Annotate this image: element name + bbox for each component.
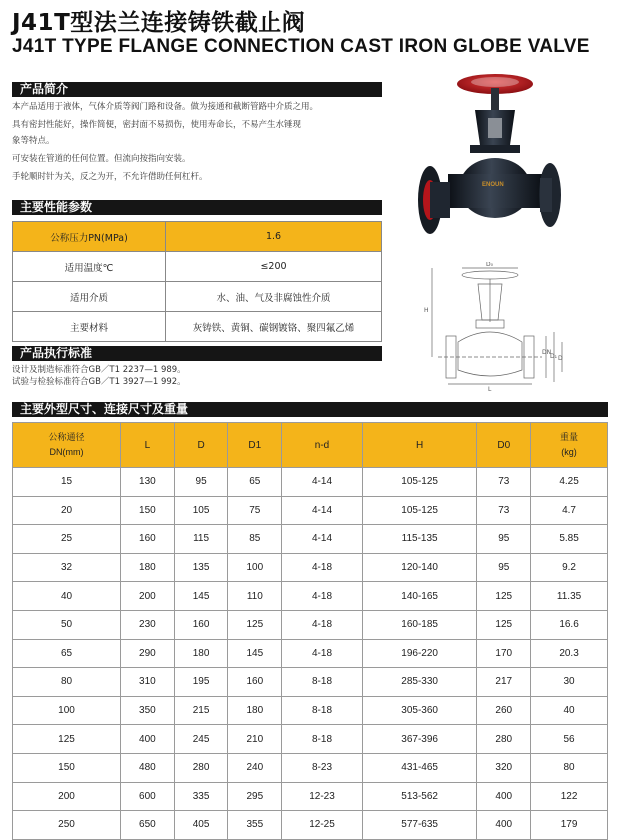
dimensions-cell: 145 — [174, 582, 228, 611]
dimensions-cell: 4-14 — [282, 525, 363, 554]
performance-key: 主要材料 — [13, 312, 166, 342]
standard-line: 设计及制造标准符合GB／T1 2237—1 989。 — [12, 365, 186, 375]
intro-line: 手轮顺时针为关，反之为开，不允许借助任何杠杆。 — [12, 172, 208, 182]
dimensions-cell: 245 — [174, 725, 228, 754]
dimensions-cell: 285-330 — [362, 668, 477, 697]
header-D1: D1 — [228, 423, 282, 468]
dimensions-cell: 170 — [477, 639, 531, 668]
dimensions-cell: 196-220 — [362, 639, 477, 668]
svg-text:ENOUN: ENOUN — [482, 182, 504, 188]
dimensions-cell: 65 — [228, 468, 282, 497]
dimensions-cell: 125 — [477, 610, 531, 639]
dimensions-cell: 180 — [121, 553, 175, 582]
dimensions-cell: 260 — [477, 696, 531, 725]
dimensions-row — [13, 725, 608, 754]
dimensions-cell: 115 — [174, 525, 228, 554]
dimensions-cell: 600 — [121, 782, 175, 811]
dimensions-cell: 367-396 — [362, 725, 477, 754]
dimensions-cell: 4-14 — [282, 468, 363, 497]
dimensions-cell: 320 — [477, 753, 531, 782]
dimensions-cell: 280 — [174, 753, 228, 782]
drawing-label-dn: DN — [542, 349, 552, 356]
dimensions-cell: 9.2 — [531, 553, 608, 582]
performance-value: 1.6 — [166, 222, 382, 252]
dimensions-cell: 50 — [13, 610, 121, 639]
section-title-performance: 主要性能参数 — [20, 200, 93, 214]
header-H: H — [362, 423, 477, 468]
dimensions-cell: 160 — [174, 610, 228, 639]
dimensions-cell: 215 — [174, 696, 228, 725]
dimensions-cell: 160 — [121, 525, 175, 554]
dimensions-cell: 240 — [228, 753, 282, 782]
dimensions-cell: 56 — [531, 725, 608, 754]
dimensions-cell: 4-14 — [282, 496, 363, 525]
header-weight — [531, 423, 608, 468]
header-nd: n-d — [282, 423, 363, 468]
standard-line: 试验与检验标准符合GB／T1 3927—1 992。 — [12, 377, 186, 387]
dimensions-cell: 75 — [228, 496, 282, 525]
dimensions-cell: 577-635 — [362, 811, 477, 840]
dimensions-cell: 4-18 — [282, 553, 363, 582]
dimensions-row — [13, 468, 608, 497]
dimensions-cell: 12-23 — [282, 782, 363, 811]
dimensions-cell: 130 — [121, 468, 175, 497]
dimensions-cell: 40 — [531, 696, 608, 725]
dimensions-cell: 513-562 — [362, 782, 477, 811]
performance-row — [13, 312, 382, 342]
dimensions-cell: 95 — [174, 468, 228, 497]
header-L: L — [121, 423, 175, 468]
intro-line: 可安装在管道的任何位置。但流向按指向安装。 — [12, 154, 191, 164]
header-D: D — [174, 423, 228, 468]
dimensions-row — [13, 668, 608, 697]
standard-text — [12, 364, 186, 388]
dimensions-cell: 200 — [121, 582, 175, 611]
dimensions-row — [13, 496, 608, 525]
dimensions-cell: 400 — [477, 811, 531, 840]
dimensions-cell: 95 — [477, 553, 531, 582]
dimensions-cell: 217 — [477, 668, 531, 697]
dimensions-cell: 431-465 — [362, 753, 477, 782]
dimensions-cell: 15 — [13, 468, 121, 497]
dimensions-cell: 195 — [174, 668, 228, 697]
dimensions-row — [13, 610, 608, 639]
section-title-dimensions: 主要外型尺寸、连接尺寸及重量 — [20, 402, 189, 416]
drawing-label-d1: D₁ — [550, 353, 558, 360]
header-dn-label: 公称通径 — [48, 432, 85, 442]
dimensions-row — [13, 639, 608, 668]
dimensions-cell: 4-18 — [282, 639, 363, 668]
dimensions-cell: 30 — [531, 668, 608, 697]
dimensions-cell: 140-165 — [362, 582, 477, 611]
dimensions-row — [13, 696, 608, 725]
dimensions-cell: 120-140 — [362, 553, 477, 582]
dimensions-cell: 400 — [477, 782, 531, 811]
header-dn — [13, 423, 121, 468]
dimensions-cell: 8-18 — [282, 696, 363, 725]
dimensions-cell: 110 — [228, 582, 282, 611]
dimensions-cell: 230 — [121, 610, 175, 639]
section-bar-intro — [12, 82, 382, 97]
dimensions-cell: 180 — [174, 639, 228, 668]
intro-text — [12, 101, 318, 183]
dimensions-cell: 180 — [228, 696, 282, 725]
drawing-label-h: H — [424, 307, 429, 314]
dimensions-cell: 122 — [531, 782, 608, 811]
dimensions-cell: 405 — [174, 811, 228, 840]
dimensions-cell: 125 — [228, 610, 282, 639]
section-title-intro: 产品简介 — [20, 82, 69, 96]
dimensions-cell: 4.25 — [531, 468, 608, 497]
dimensions-cell: 8-18 — [282, 668, 363, 697]
dimensions-cell: 25 — [13, 525, 121, 554]
performance-value: ≤200 — [166, 252, 382, 282]
header-weight-label: 重量 — [560, 432, 579, 442]
dimensions-cell: 100 — [228, 553, 282, 582]
dimensions-cell: 11.35 — [531, 582, 608, 611]
dimensions-cell: 125 — [477, 582, 531, 611]
performance-key: 适用温度℃ — [13, 252, 166, 282]
dimensions-cell: 20 — [13, 496, 121, 525]
dimensions-cell: 85 — [228, 525, 282, 554]
performance-value: 灰铸铁、黄铜、碳钢镀铬、聚四氟乙烯 — [166, 312, 382, 342]
dimensions-row — [13, 553, 608, 582]
dimensions-cell: 125 — [13, 725, 121, 754]
dimensions-cell: 105-125 — [362, 468, 477, 497]
dimensions-cell: 150 — [121, 496, 175, 525]
dimensions-cell: 210 — [228, 725, 282, 754]
dimensions-cell: 73 — [477, 468, 531, 497]
header-D0: D0 — [477, 423, 531, 468]
dimensions-cell: 135 — [174, 553, 228, 582]
dimensions-cell: 310 — [121, 668, 175, 697]
drawing-label-l: L — [488, 386, 492, 392]
performance-row — [13, 282, 382, 312]
dimensions-body — [13, 468, 608, 840]
dimensions-cell: 65 — [13, 639, 121, 668]
dimensions-cell: 160 — [228, 668, 282, 697]
performance-row — [13, 252, 382, 282]
dimensions-cell: 115-135 — [362, 525, 477, 554]
dimensions-cell: 16.6 — [531, 610, 608, 639]
dimensions-cell: 5.85 — [531, 525, 608, 554]
performance-key: 公称压力PN(MPa) — [13, 222, 166, 252]
dimensions-cell: 105 — [174, 496, 228, 525]
dimensions-cell: 95 — [477, 525, 531, 554]
dimensions-cell: 80 — [531, 753, 608, 782]
drawing-label-d0: D₀ — [486, 262, 494, 268]
page-title-en: J41T TYPE FLANGE CONNECTION CAST IRON GLOBE VALVE — [12, 36, 590, 57]
performance-table — [12, 221, 382, 342]
section-bar-standard — [12, 346, 382, 361]
dimensions-cell: 4.7 — [531, 496, 608, 525]
dimensions-cell: 4-18 — [282, 610, 363, 639]
dimensions-cell: 73 — [477, 496, 531, 525]
dimensions-cell: 8-18 — [282, 725, 363, 754]
section-bar-performance — [12, 200, 382, 215]
header-weight-unit: (kg) — [561, 447, 577, 457]
dimensions-row — [13, 525, 608, 554]
intro-line: 本产品适用于液体，气体介质等阀门路和设备。做为接通和截断管路中介质之用。 — [12, 102, 319, 112]
dimensions-row — [13, 753, 608, 782]
dimensions-cell: 335 — [174, 782, 228, 811]
dimensions-cell: 105-125 — [362, 496, 477, 525]
intro-line: 具有密封性能好，操作简便，密封面不易损伤，使用寿命长，不易产生水锤现 — [12, 120, 302, 130]
dimensions-cell: 650 — [121, 811, 175, 840]
performance-row — [13, 222, 382, 252]
dimensions-cell: 355 — [228, 811, 282, 840]
dimensions-cell: 305-360 — [362, 696, 477, 725]
dimensions-cell: 32 — [13, 553, 121, 582]
dimensions-cell: 145 — [228, 639, 282, 668]
dimensions-row — [13, 782, 608, 811]
drawing-label-d: D — [558, 355, 563, 362]
dimensions-cell: 350 — [121, 696, 175, 725]
dimensions-cell: 200 — [13, 782, 121, 811]
dimensions-table — [12, 422, 608, 840]
valve-technical-drawing — [418, 262, 568, 392]
dimensions-cell: 40 — [13, 582, 121, 611]
header-dn-unit: DN(mm) — [49, 447, 84, 457]
performance-value: 水、油、气及非腐蚀性介质 — [166, 282, 382, 312]
dimensions-cell: 150 — [13, 753, 121, 782]
dimensions-cell: 400 — [121, 725, 175, 754]
intro-line: 象等特点。 — [12, 136, 55, 146]
dimensions-cell: 80 — [13, 668, 121, 697]
dimensions-cell: 100 — [13, 696, 121, 725]
dimensions-cell: 250 — [13, 811, 121, 840]
dimensions-header-row — [13, 423, 608, 468]
dimensions-cell: 4-18 — [282, 582, 363, 611]
section-title-standard: 产品执行标准 — [20, 346, 93, 360]
dimensions-row — [13, 582, 608, 611]
dimensions-cell: 20.3 — [531, 639, 608, 668]
dimensions-cell: 480 — [121, 753, 175, 782]
page-title-cn: J41T型法兰连接铸铁截止阀 — [12, 10, 306, 36]
section-bar-dimensions — [12, 402, 608, 417]
dimensions-cell: 280 — [477, 725, 531, 754]
dimensions-cell: 179 — [531, 811, 608, 840]
dimensions-cell: 12-25 — [282, 811, 363, 840]
dimensions-cell: 295 — [228, 782, 282, 811]
valve-photo — [400, 70, 570, 245]
dimensions-cell: 160-185 — [362, 610, 477, 639]
performance-key: 适用介质 — [13, 282, 166, 312]
dimensions-cell: 290 — [121, 639, 175, 668]
dimensions-cell: 8-23 — [282, 753, 363, 782]
